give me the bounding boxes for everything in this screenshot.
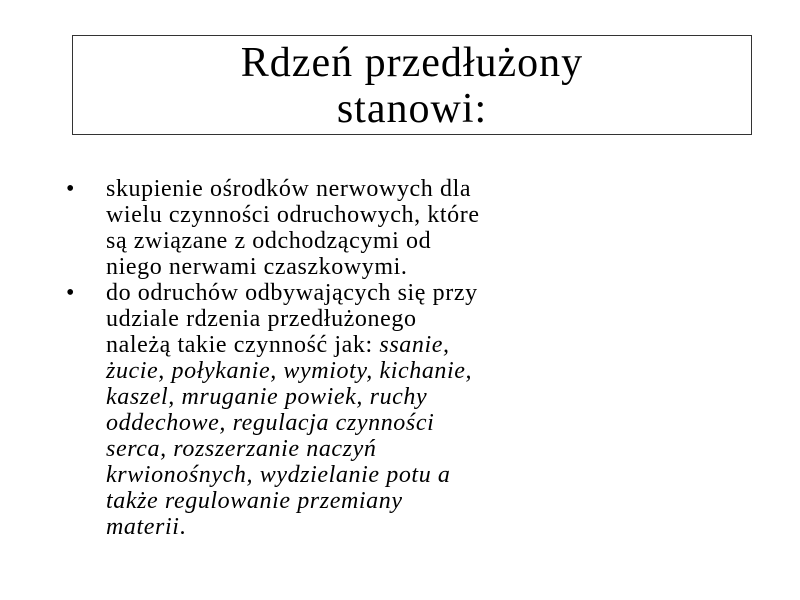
bullet-marker: • [66, 176, 76, 202]
bullet-2-line-2: udziale rdzenia przedłużonego [106, 306, 417, 332]
slide-title-line-1: Rdzeń przedłużony [240, 40, 584, 86]
bullet-2-line-3-text: należą takie czynność jak: [106, 332, 380, 358]
bullet-item-2 [62, 280, 762, 540]
bullet-1-line-4: niego nerwami czaszkowymi. [106, 254, 408, 280]
bullet-2-line-7: serca, rozszerzanie naczyń [106, 436, 377, 462]
bullet-2-line-3-italic: ssanie, [379, 332, 450, 358]
bullet-2-line-10-italic: materii [106, 514, 180, 540]
bullet-1-line-2: wielu czynności odruchowych, które [106, 202, 480, 228]
bullet-list [62, 176, 762, 540]
bullet-2-line-5: kaszel, mruganie powiek, ruchy [106, 384, 428, 410]
bullet-2-line-3 [106, 332, 762, 358]
bullet-item-1 [62, 176, 762, 280]
bullet-marker: • [66, 280, 76, 306]
bullet-2-line-10-period: . [179, 514, 187, 540]
slide-title-line-2: stanowi: [336, 86, 488, 132]
bullet-2-line-8: krwionośnych, wydzielanie potu a [106, 462, 451, 488]
bullet-2-line-6: oddechowe, regulacja czynności [106, 410, 435, 436]
bullet-2-line-9: także regulowanie przemiany [106, 488, 403, 514]
slide-title [72, 35, 752, 135]
bullet-1-line-1: skupienie ośrodków nerwowych dla [106, 176, 472, 202]
bullet-2-line-4: żucie, połykanie, wymioty, kichanie, [106, 358, 473, 384]
bullet-1-line-3: są związane z odchodzącymi od [106, 228, 432, 254]
bullet-2-line-1: do odruchów odbywających się przy [106, 280, 478, 306]
bullet-2-line-10 [106, 514, 762, 540]
